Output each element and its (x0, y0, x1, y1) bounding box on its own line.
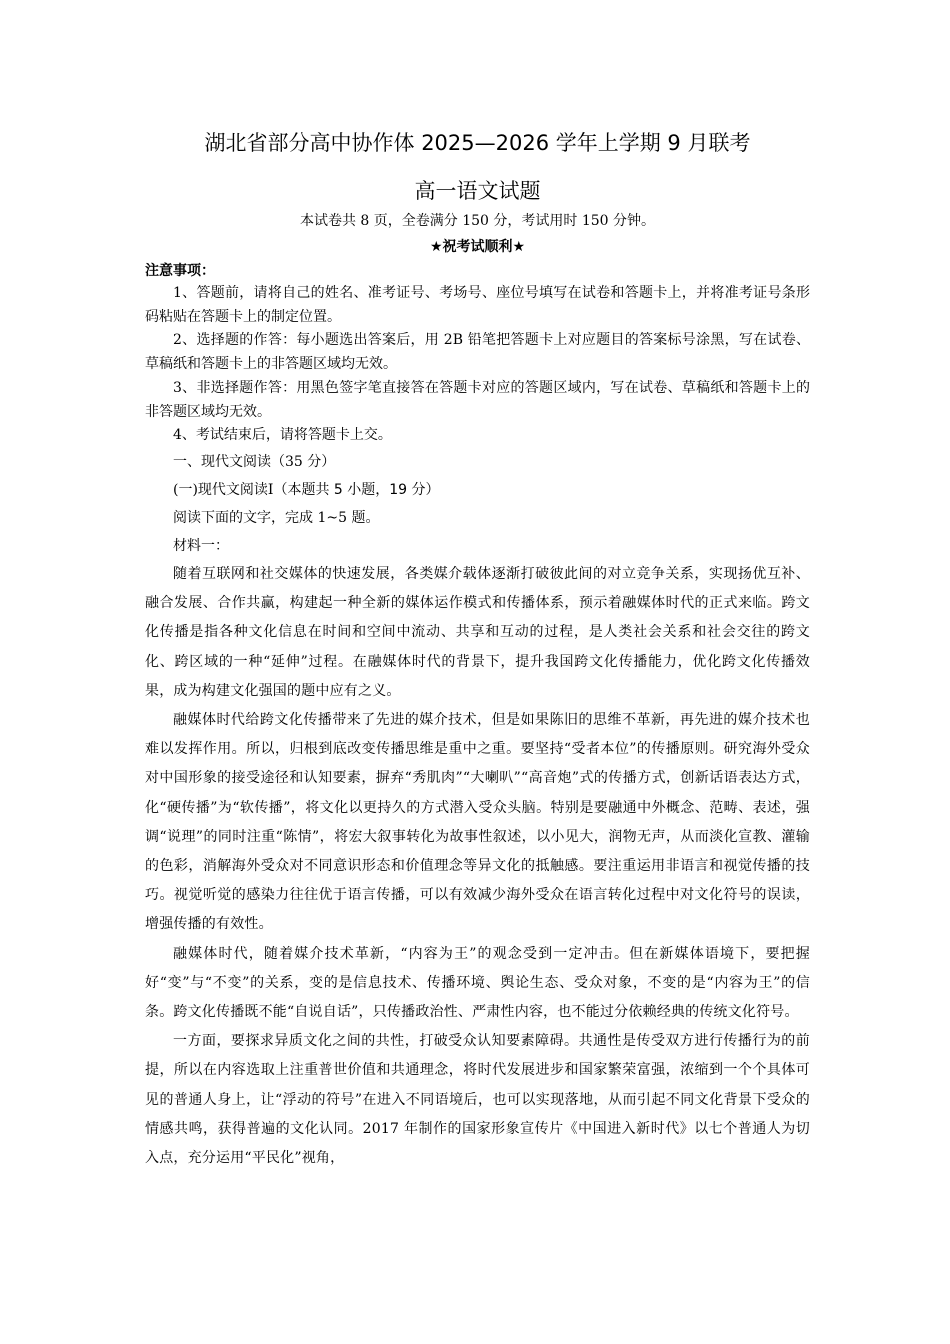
exam-subtitle: 高一语文试题 (414, 179, 541, 203)
article-paragraph: 随着互联网和社交媒体的快速发展，各类媒介载体逐渐打破彼此间的对立竞争关系，实现扬优互补、融合发展、合作共赢，构建起一种全新的媒体运作模式和传播体系，预示着融媒体时代的正式来临。跨文化传播是指各种文化信息在时间和空间中流动、共享和互动的过程，是人类社会关系和社会交往的跨文化、跨区域的一种“延伸”过程。在融媒体时代的背景下，提升我国跨文化传播能力，优化跨文化传播效果，成为构建文化强国的题中应有之义。 (145, 565, 810, 699)
article-paragraph: 一方面，要探求异质文化之间的共性，打破受众认知要素障碍。共通性是传受双方进行传播行为的前提，所以在内容选取上注重普世价值和共通理念，将时代发展进步和国家繁荣富强，浓缩到一个个具体可见的普通人身上，让“浮动的符号”在进入不同语境后，也可以实现落地，从而引起不同文化背景下受众的情感共鸣，获得普遍的文化认同。2017 年制作的国家形象宣传片《中国进入新时代》以七个普通人为切入点，充分运用“平民化”视角， (145, 1033, 810, 1166)
section-sub-one (145, 476, 810, 504)
article-paragraph: 融媒体时代，随着媒介技术革新，“内容为王”的观念受到一定冲击。但在新媒体语境下，要把握好“变”与“不变”的关系，变的是信息技术、传播环境、舆论生态、受众对象，不变的是“内容为王”的信条。跨文化传播既不能“自说自话”，只传播政治性、严肃性内容，也不能过分依赖经典的传统文化符号。 (145, 945, 810, 1020)
good-luck-line: ★祝考试顺利★ (429, 239, 526, 255)
exam-info: 本试卷共 8 页，全卷满分 150 分，考试用时 150 分钟。 (299, 213, 656, 229)
section-sub-one-scoring: （本题共 5 小题，19 分） (273, 481, 440, 498)
notice-item: 2、选择题的作答：每小题选出答案后，用 2B 铅笔把答题卡上对应题目的答案标号涂黑，写在试卷、草稿纸和答题卡上的非答题区域均无效。 (145, 332, 810, 373)
section-part-one: 一、现代文阅读（35 分） (173, 453, 336, 470)
article-paragraph: 融媒体时代给跨文化传播带来了先进的媒介技术，但是如果陈旧的思维不革新，再先进的媒介技术也难以发挥作用。所以，归根到底改变传播思维是重中之重。要坚持“受者本位”的传播原则。研究海外受众对中国形象的接受途径和认知要素，摒弃“秀肌肉”“大喇叭”“高音炮”式的传播方式，创新话语表达方式，化“硬传播”为“软传播”，将文化以更持久的方式潜入受众头脑。特别是要融通中外概念、范畴、表述，强调“说理”的同时注重“陈情”，将宏大叙事转化为故事性叙述，以小见大，润物无声，从而淡化宣教、灌输的色彩，消解海外受众对不同意识形态和价值理念等异文化的抵触感。要注重运用非语言和视觉传播的技巧。视觉听觉的感染力往往优于语言传播，可以有效减少海外受众在语言转化过程中对文化符号的误读，增强传播的有效性。 (145, 711, 810, 933)
material-label: 材料一： (173, 537, 229, 554)
notice-item: 4、考试结束后，请将答题卡上交。 (173, 427, 392, 444)
exam-title: 湖北省部分高中协作体 2025—2026 学年上学期 9 月联考 (204, 131, 751, 155)
notice-heading: 注意事项： (145, 263, 215, 279)
reading-instruction: 阅读下面的文字，完成 1~5 题。 (173, 509, 380, 526)
section-sub-one-prefix: (一)现代文阅读Ⅰ (173, 481, 274, 498)
page-content (145, 128, 810, 1173)
notice-item: 3、非选择题作答：用黑色签字笔直接答在答题卡对应的答题区域内，写在试卷、草稿纸和答题卡上的非答题区域均无效。 (145, 379, 810, 420)
notice-item: 1、答题前，请将自己的姓名、准考证号、考场号、座位号填写在试卷和答题卡上，并将准考证号条形码粘贴在答题卡上的制定位置。 (145, 285, 810, 325)
